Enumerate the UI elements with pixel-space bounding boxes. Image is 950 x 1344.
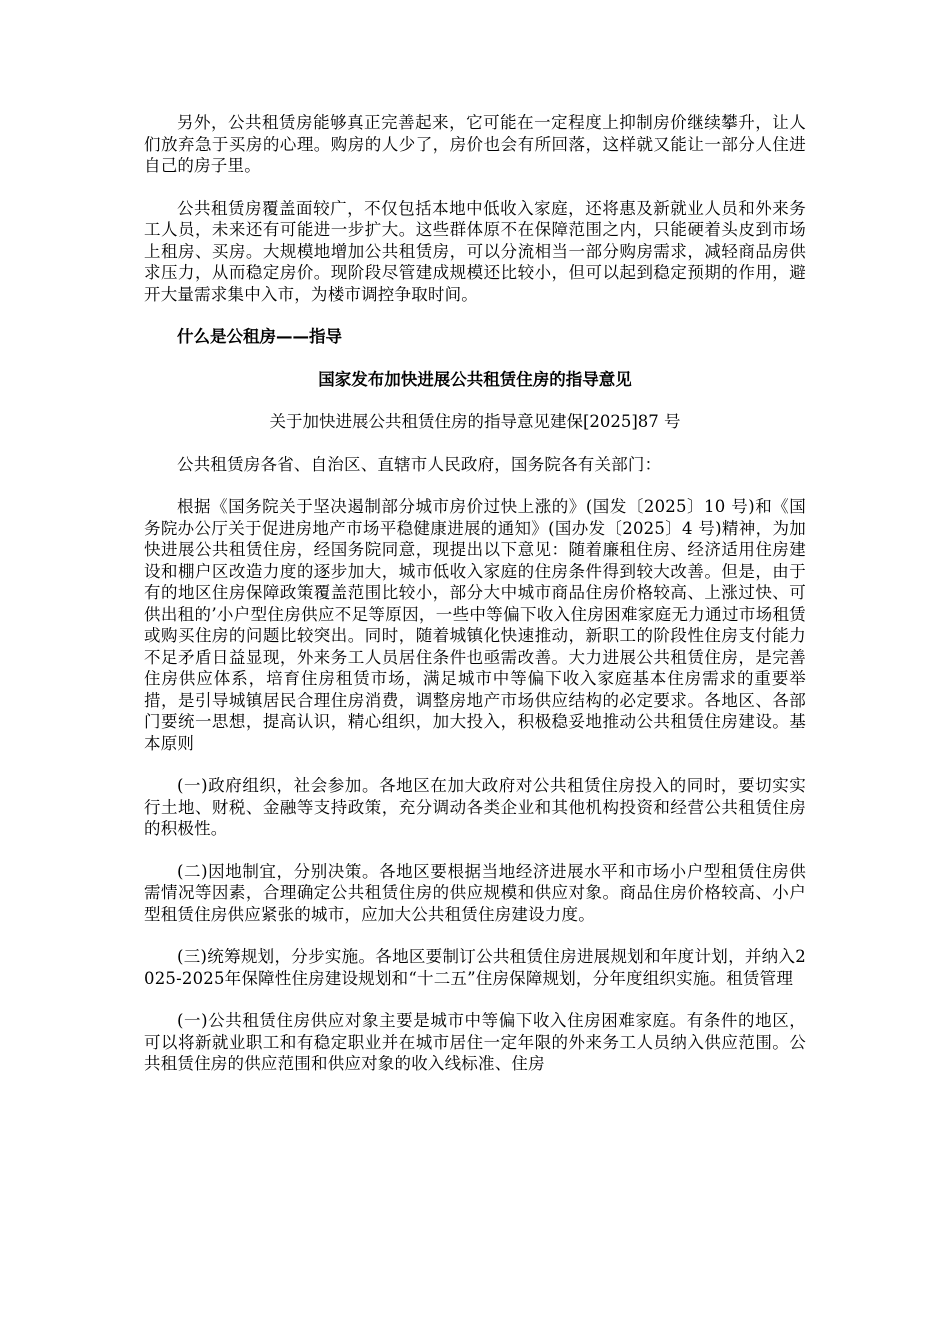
- paragraph-background: 根据《国务院关于坚决遏制部分城市房价过快上涨的》(国发〔2025〕10 号)和《国务院办公厅关于促进房地产市场平稳健康进展的通知》(国办发〔2025〕4 号)精神，为加快进展公共租赁住房，经国务院同意，现提出以下意见：随着廉租住房、经济适用住房建设和棚户区改造力度的逐步加大，城市低收入家庭的住房条件得到较大改善。但是，由于有的地区住房保障政策覆盖范围比较小，部分大中城市商品住房价格较高、上涨过快、可供出租的’小户型住房供应不足等原因，一些中等偏下收入住房困难家庭无力通过市场租赁或购买住房的问题比较突出。同时，随着城镇化快速推动，新职工的阶段性住房支付能力不足矛盾日益显现，外来务工人员居住条件也亟需改善。大力进展公共租赁住房，是完善住房供应体系，培育住房租赁市场，满足城市中等偏下收入家庭基本住房需求的重要举措，是引导城镇居民合理住房消费，调整房地产市场供应结构的必定要求。各地区、各部门要统一思想，提高认识，精心组织，加大投入，积极稳妥地推动公共租赁住房建设。基本原则: [144, 497, 806, 753]
- section-heading: 什么是公租房——指导: [177, 327, 342, 346]
- paragraph-rental-management: (一)公共租赁住房供应对象主要是城市中等偏下收入住房困难家庭。有条件的地区，可以将新就业职工和有稳定职业并在城市居住一定年限的外来务工人员纳入供应范围。公共租赁住房的供应范围和供应对象的收入线标准、住房: [144, 1011, 806, 1073]
- paragraph-principle-2: (二)因地制宜，分别决策。各地区要根据当地经济进展水平和市场小户型租赁住房供需情况等因素，合理确定公共租赁住房的供应规模和供应对象。商品住房价格较高、小户型租赁住房供应紧张的城市，应加大公共租赁住房建设力度。: [144, 861, 806, 924]
- paragraph-intro: 另外，公共租赁房能够真正完善起来，它可能在一定程度上抑制房价继续攀升，让人们放弃急于买房的心理。购房的人少了，房价也会有所回落，这样就又能让一部分人住进自己的房子里。: [144, 113, 806, 175]
- paragraph-principle-3: (三)统筹规划，分步实施。各地区要制订公共租赁住房进展规划和年度计划，并纳入2025-2025年保障性住房建设规划和“十二五”住房保障规划，分年度组织实施。租赁管理: [144, 947, 806, 988]
- addressee-line: 公共租赁房各省、自治区、直辖市人民政府，国务院各有关部门：: [177, 454, 662, 474]
- paragraph-coverage: 公共租赁房覆盖面较广，不仅包括本地中低收入家庭，还将惠及新就业人员和外来务工人员，未来还有可能进一步扩大。这些群体原不在保障范围之内，只能硬着头皮到市场上租房、买房。大规模地增加公共租赁房，可以分流相当一部分购房需求，减轻商品房供求压力，从而稳定房价。现阶段尽管建成规模还比较小，但可以起到稳定预期的作用，避开大量需求集中入市，为楼市调控争取时间。: [144, 198, 806, 304]
- document-subtitle: 关于加快进展公共租赁住房的指导意见建保[2025]87 号: [269, 412, 681, 431]
- document-title: 国家发布加快进展公共租赁住房的指导意见: [318, 369, 632, 389]
- document-body: [144, 112, 806, 1075]
- paragraph-principle-1: (一)政府组织，社会参加。各地区在加大政府对公共租赁住房投入的同时，要切实实行土地、财税、金融等支持政策，充分调动各类企业和其他机构投资和经营公共租赁住房的积极性。: [144, 776, 806, 838]
